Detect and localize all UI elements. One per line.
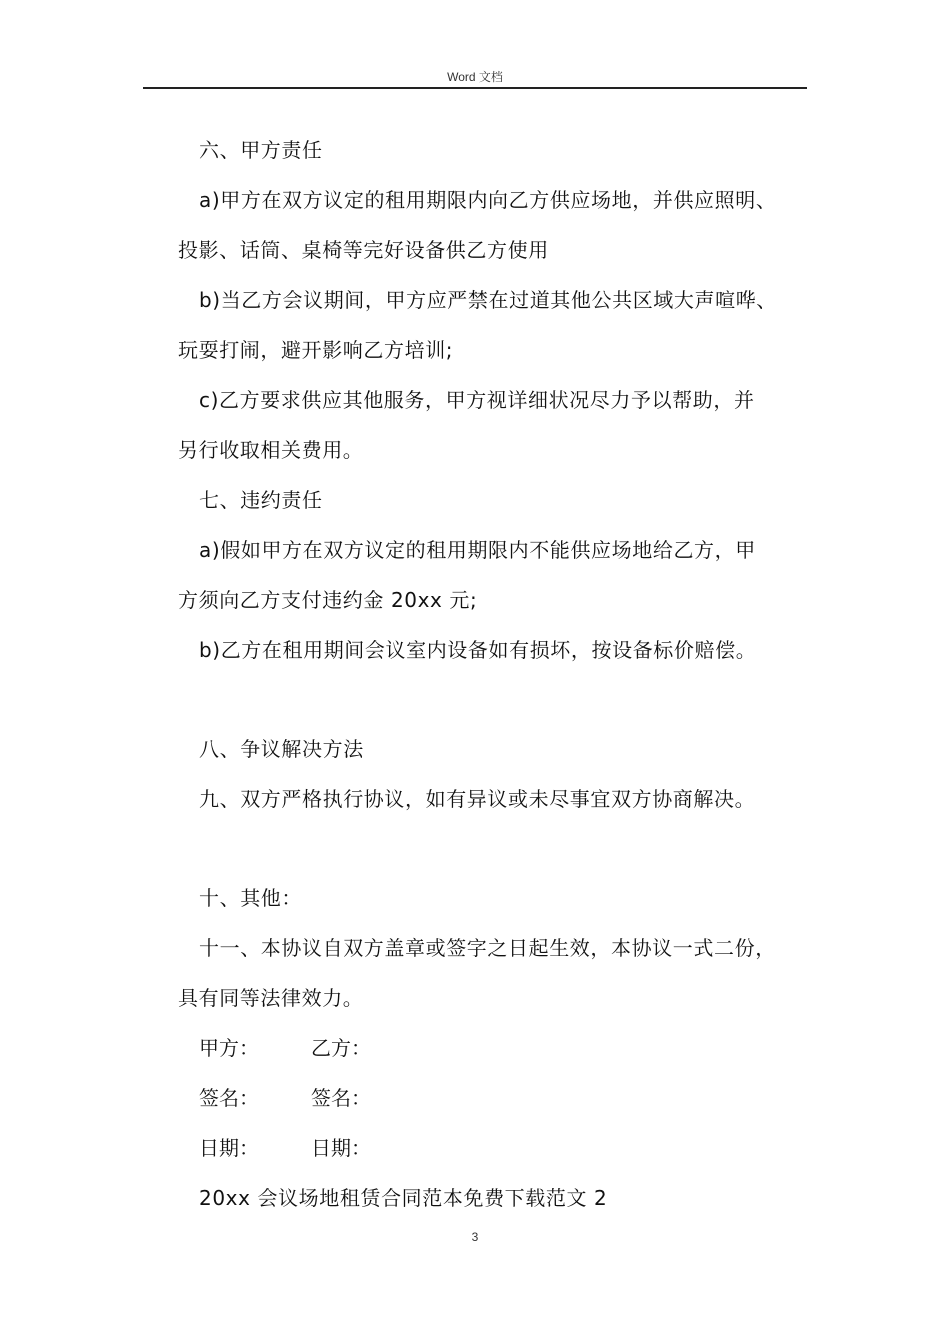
party-a-date-label: 日期： <box>199 1136 259 1160</box>
section-6-c-line-1: c)乙方要求供应其他服务，甲方视详细状况尽力予以帮助，并 <box>199 388 755 412</box>
blank-line <box>178 675 818 724</box>
page-number: 3 <box>471 1230 479 1244</box>
section-6-a-line-2: 投影、话筒、桌椅等完好设备供乙方使用 <box>178 238 549 262</box>
section-10-heading: 十、其他： <box>199 886 302 910</box>
page-header-title: Word 文档 <box>447 70 503 84</box>
section-6-heading: 六、甲方责任 <box>199 138 323 162</box>
section-7-a-line-2: 方须向乙方支付违约金 20xx 元; <box>178 588 478 612</box>
signature-sign-row <box>178 1073 818 1123</box>
section-6-b-line-1: b)当乙方会议期间，甲方应严禁在过道其他公共区域大声喧哗、 <box>199 288 777 312</box>
party-a-signature-label: 签名： <box>199 1086 259 1110</box>
party-b-date-label: 日期： <box>311 1136 371 1160</box>
section-11-line-1: 十一、本协议自双方盖章或签字之日起生效，本协议一式二份， <box>199 936 776 960</box>
party-b-label: 乙方： <box>311 1036 371 1060</box>
signature-date-row <box>178 1123 818 1173</box>
header-divider <box>143 87 807 89</box>
signature-party-row <box>178 1023 818 1073</box>
blank-line <box>178 824 818 873</box>
section-11-line-2: 具有同等法律效力。 <box>178 986 364 1010</box>
section-7-heading: 七、违约责任 <box>199 488 323 512</box>
section-7-b-line-1: b)乙方在租用期间会议室内设备如有损坏，按设备标价赔偿。 <box>199 638 757 662</box>
section-7-a-line-1: a)假如甲方在双方议定的租用期限内不能供应场地给乙方，甲 <box>199 538 756 562</box>
section-6-c-line-2: 另行收取相关费用。 <box>178 438 364 462</box>
party-b-signature-label: 签名： <box>311 1086 371 1110</box>
section-6-b-line-2: 玩耍打闹，避开影响乙方培训; <box>178 338 454 362</box>
section-9-line-1: 九、双方严格执行协议，如有异议或未尽事宜双方协商解决。 <box>199 787 756 811</box>
section-8-heading: 八、争议解决方法 <box>199 737 364 761</box>
section-6-a-line-1: a)甲方在双方议定的租用期限内向乙方供应场地，并供应照明、 <box>199 188 777 212</box>
document-body <box>178 125 818 1223</box>
next-document-title: 20xx 会议场地租赁合同范本免费下载范文 2 <box>199 1186 608 1210</box>
party-a-label: 甲方： <box>199 1036 259 1060</box>
